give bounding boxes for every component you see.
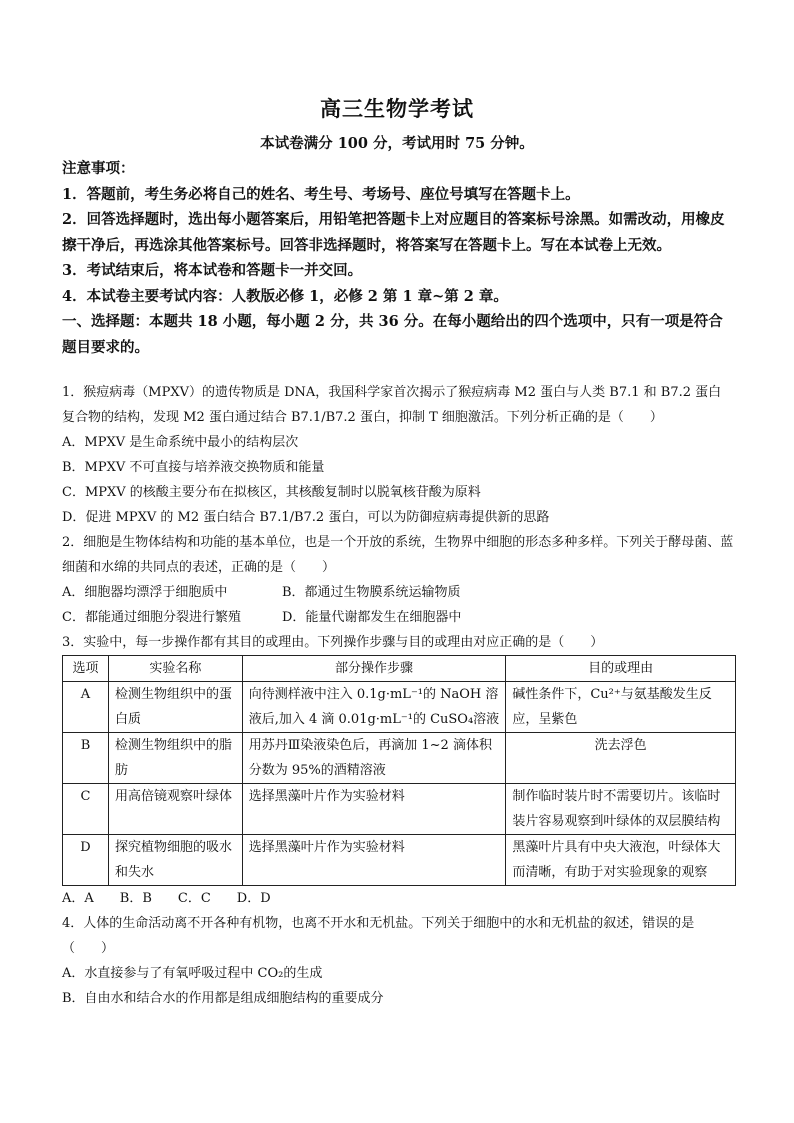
section-heading: 一、选择题：本题共 18 小题，每小题 2 分，共 36 分。在每小题给出的四个选项中，只有一项是符合题目要求的。: [62, 313, 723, 356]
table-header-cell: 实验名称: [108, 656, 242, 682]
question-option: D．促进 MPXV 的 M2 蛋白结合 B7.1/B7.2 蛋白，可以为防御痘病毒提供新的思路: [62, 510, 550, 525]
table-row: [63, 682, 736, 733]
note-item: 4．本试卷主要考试内容：人教版必修 1，必修 2 第 1 章~第 2 章。: [62, 287, 508, 305]
exam-info: 本试卷满分 100 分，考试用时 75 分钟。: [260, 135, 534, 152]
table-cell: 探究植物细胞的吸水和失水: [108, 835, 242, 886]
table-header-cell: 部分操作步骤: [242, 656, 506, 682]
table-row: [63, 733, 736, 784]
notes-heading: 注意事项：: [62, 160, 135, 177]
table-cell: 选择黑藻叶片作为实验材料: [242, 835, 506, 886]
question-option: D．能量代谢都发生在细胞器中: [282, 610, 462, 625]
experiment-table-wrap: [62, 655, 734, 886]
question-option: A．细胞器均漂浮于细胞质中: [62, 585, 228, 600]
table-header-row: [63, 656, 736, 682]
note-item: 2．回答选择题时，选出每小题答案后，用铅笔把答题卡上对应题目的答案标号涂黑。如需改动，用橡皮擦干净后，再选涂其他答案标号。回答非选择题时，将答案写在答题卡上。写在本试卷上无效。: [62, 211, 725, 254]
question-option: B．自由水和结合水的作用都是组成细胞结构的重要成分: [62, 991, 384, 1006]
table-cell: 用高倍镜观察叶绿体: [108, 784, 242, 835]
question-stem: 4．人体的生命活动离不开各种有机物，也离不开水和无机盐。下列关于细胞中的水和无机盐的叙述，错误的是（ ）: [62, 916, 695, 956]
table-cell: 选择黑藻叶片作为实验材料: [242, 784, 506, 835]
question-stem: 2．细胞是生物体结构和功能的基本单位，也是一个开放的系统，生物界中细胞的形态多种多样。下列关于酵母菌、蓝细菌和水绵的共同点的表述，正确的是（ ）: [62, 535, 734, 575]
table-cell: 制作临时装片时不需要切片。该临时装片容易观察到叶绿体的双层膜结构: [506, 784, 736, 835]
question-option: C．都能通过细胞分裂进行繁殖: [62, 610, 241, 625]
note-item: 3．考试结束后，将本试卷和答题卡一并交回。: [62, 262, 363, 279]
page-title: 高三生物学考试: [320, 97, 474, 121]
question-stem: 1．猴痘病毒（MPXV）的遗传物质是 DNA，我国科学家首次揭示了猴痘病毒 M2 蛋白与人类 B7.1 和 B7.2 蛋白复合物的结构，发现 M2 蛋白通过结合 B7.1/B7.2 蛋白，抑制 T 细胞激活。下列分析正确的是（ ）: [62, 385, 722, 425]
table-cell: 检测生物组织中的脂肪: [108, 733, 242, 784]
question-option-row: [62, 605, 734, 630]
table-cell: 检测生物组织中的蛋白质: [108, 682, 242, 733]
table-cell: B: [63, 733, 109, 784]
table-cell: D: [63, 835, 109, 886]
question-option: C．MPXV 的核酸主要分布在拟核区，其核酸复制时以脱氧核苷酸为原料: [62, 485, 481, 500]
table-cell: 洗去浮色: [506, 733, 736, 784]
table-header-cell: 目的或理由: [506, 656, 736, 682]
question-option: A．MPXV 是生命系统中最小的结构层次: [62, 435, 299, 450]
table-header-cell: 选项: [63, 656, 109, 682]
questions: [62, 380, 734, 1011]
question-stem: 3．实验中，每一步操作都有其目的或理由。下列操作步骤与目的或理由对应正确的是（ ）: [62, 635, 604, 650]
table-cell: 向待测样液中注入 0.1g·mL⁻¹的 NaOH 溶液后,加入 4 滴 0.01g·mL⁻¹的 CuSO₄溶液: [242, 682, 506, 733]
table-cell: A: [63, 682, 109, 733]
note-item: 1．答题前，考生务必将自己的姓名、考生号、考场号、座位号填写在答题卡上。: [62, 185, 580, 203]
experiment-table: [62, 655, 736, 886]
question-option: B．都通过生物膜系统运输物质: [282, 585, 461, 600]
table-cell: 碱性条件下，Cu²⁺与氨基酸发生反应，呈紫色: [506, 682, 736, 733]
table-row: [63, 835, 736, 886]
table-cell: 黑藻叶片具有中央大液泡，叶绿体大而清晰，有助于对实验现象的观察: [506, 835, 736, 886]
question-option: A．水直接参与了有氧呼吸过程中 CO₂的生成: [62, 966, 323, 981]
question-option: B．MPXV 不可直接与培养液交换物质和能量: [62, 460, 325, 475]
answer-choices: A．A B．B C．C D．D: [62, 891, 271, 906]
table-row: [63, 784, 736, 835]
table-cell: 用苏丹Ⅲ染液染色后，再滴加 1~2 滴体积分数为 95%的酒精溶液: [242, 733, 506, 784]
question-option-row: [62, 580, 734, 605]
notes-section: [62, 156, 734, 360]
table-cell: C: [63, 784, 109, 835]
